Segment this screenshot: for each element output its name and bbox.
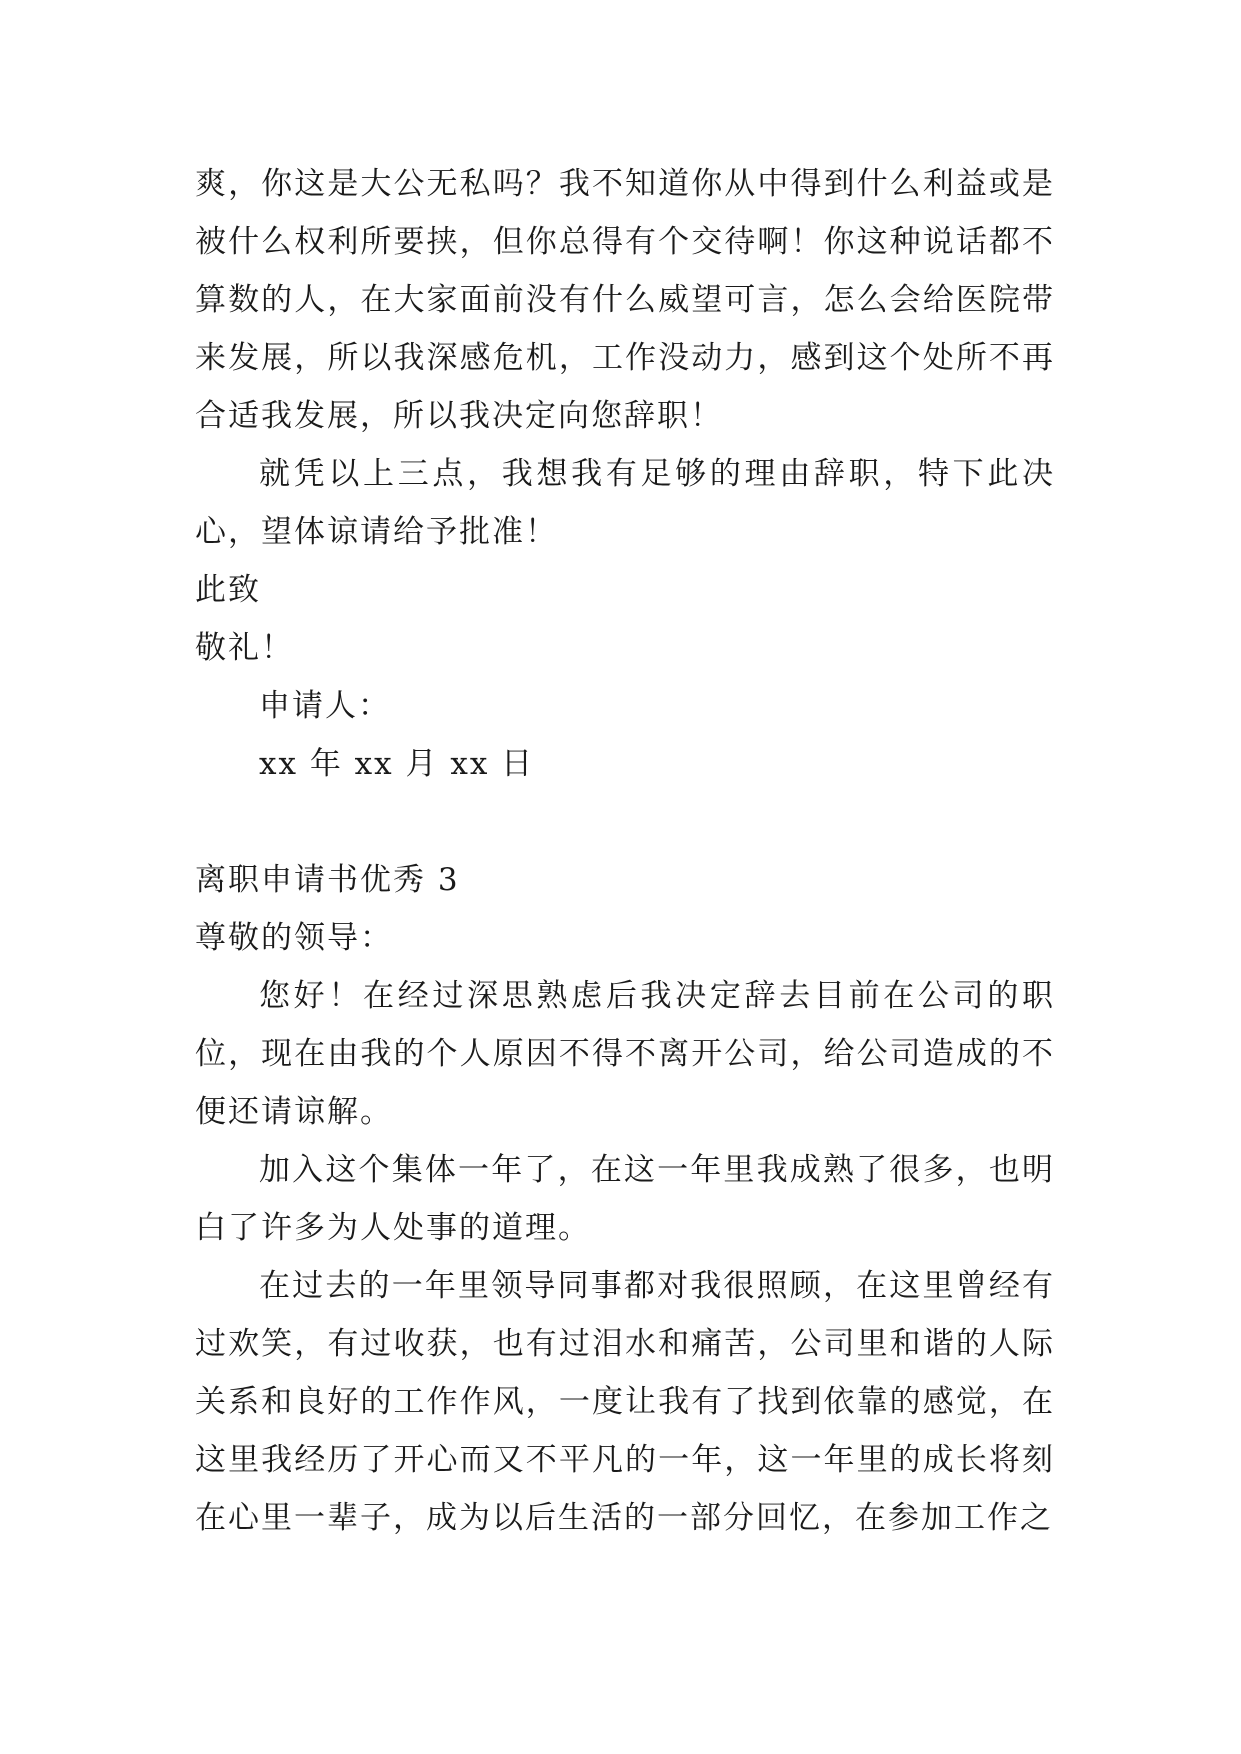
closing-line-2: 敬礼！ [195, 630, 294, 666]
paragraph-conclusion: 就凭以上三点，我想我有足够的理由辞职，特下此决心，望体谅请给予批准！ [195, 456, 1055, 550]
document-body [195, 155, 1055, 1547]
paragraph-continuation: 爽，你这是大公无私吗？我不知道你从中得到什么利益或是被什么权利所要挟，但你总得有个交待啊！你这种说话都不算数的人，在大家面前没有什么威望可言，怎么会给医院带来发展，所以我深感危机，工作没动力，感到这个处所不再合适我发展，所以我决定向您辞职！ [195, 166, 1055, 434]
closing-line-1: 此致 [195, 572, 261, 608]
paragraph-2: 加入这个集体一年了，在这一年里我成熟了很多，也明白了许多为人处事的道理。 [195, 1152, 1055, 1246]
section-title: 离职申请书优秀 3 [195, 862, 460, 898]
signature-date: xx 年 xx 月 xx 日 [259, 746, 535, 782]
paragraph-1: 您好！在经过深思熟虑后我决定辞去目前在公司的职位，现在由我的个人原因不得不离开公司，给公司造成的不便还请谅解。 [195, 978, 1055, 1130]
paragraph-3: 在过去的一年里领导同事都对我很照顾，在这里曾经有过欢笑，有过收获，也有过泪水和痛苦，公司里和谐的人际关系和良好的工作作风，一度让我有了找到依靠的感觉，在这里我经历了开心而又不平凡的一年，这一年里的成长将刻在心里一辈子，成为以后生活的一部分回忆，在参加工作之 [195, 1268, 1055, 1536]
signature-label: 申请人： [259, 688, 391, 724]
section-spacer [195, 793, 1055, 851]
salutation: 尊敬的领导： [195, 920, 393, 956]
